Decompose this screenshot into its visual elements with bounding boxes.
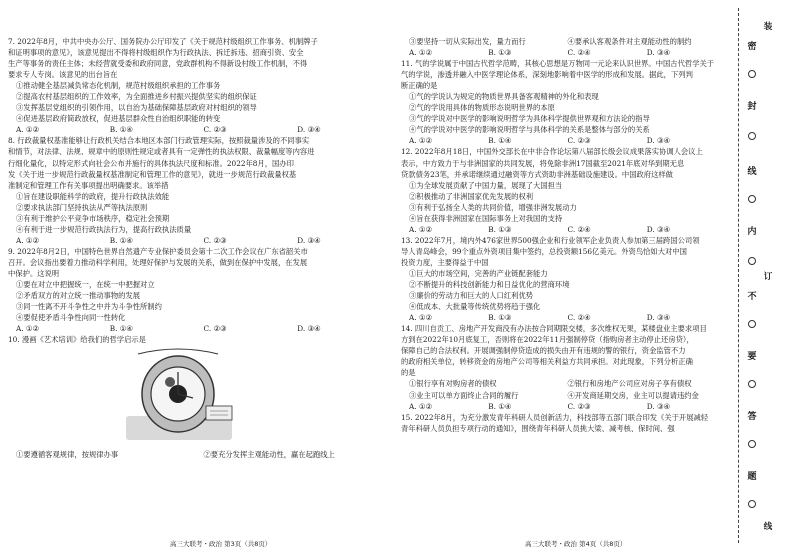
text-line: ②积极推动了非洲国家优先发展的权利	[409, 191, 534, 201]
text-line: 气的学说，渗透并融入中医学理论体系，深刻地影响着中医学的形成和发展。据此，下列判	[401, 70, 693, 80]
text-line: ②气的学说用具体的物质形态说明世界的本原	[409, 103, 555, 113]
option-text: D. ③④	[646, 48, 671, 58]
option-text: B. ①④	[109, 235, 133, 245]
page-footer-left: 高三大联考・政治 第3页（共8页）	[170, 540, 272, 548]
option-text: ①要遵循客观规律，按规律办事	[16, 450, 119, 460]
text-line: ④要促使矛盾斗争性向同一性转化	[16, 313, 126, 323]
binding-label: 线	[763, 522, 773, 532]
text-line: ③同一性离不开斗争性之中并为斗争性所制约	[16, 302, 162, 312]
text-line: 8. 行政裁量权基准能够让行政机关结合本地区本部门行政管理实际，按照裁量涉及的不同事实	[8, 136, 310, 146]
answer-options	[8, 323, 391, 334]
text-line: ②不断提升的科技创新能力和日益优化的营商环境	[409, 280, 570, 290]
text-line: 发《关于进一步规范行政裁量权基准制定和管理工作的意见》，就进一步规范行政裁量权基	[8, 169, 297, 179]
text-line: ④低成本、大批量等传统优势将趋于强化	[409, 302, 541, 312]
option-text: A. ①②	[16, 125, 39, 135]
text-line: ③有利于维护公平竞争市场秩序，稳定社会预期	[16, 213, 170, 223]
text-line: 和情节，对法律、法规、规章中的原则性规定或者具有一定弹性的执法权限、裁量幅度等内容进	[8, 147, 315, 157]
answer-options	[401, 135, 726, 146]
option-text: A. ①②	[409, 136, 432, 146]
option-text: D. ③④	[646, 313, 671, 323]
text-line: 9. 2022年8月2日，中国特色世界自然遗产专业保护委员会第十二次工作会议在广东省韶关市	[8, 246, 308, 256]
text-line: ①气的学说认为规定的物质世界具备客观精神的外化和表现	[409, 92, 599, 102]
answer-options	[401, 224, 726, 235]
option-text: B. ①③	[488, 224, 512, 234]
text-line: ③有利于弘扬全人类的共同价值，增强非洲发展动力	[409, 202, 577, 212]
cartoon-image	[118, 348, 240, 443]
binding-dashed-line	[738, 8, 739, 543]
text-line: 的是	[401, 368, 416, 378]
page-footer-right: 高三大联考・政治 第4页（共8页）	[525, 540, 627, 548]
text-line: ④促进基层政府简政放权，促进基层群众性自治组织职能的转变	[16, 114, 221, 124]
left-column	[8, 36, 391, 460]
option-text: D. ③④	[297, 235, 321, 245]
text-line: ④气的学说对中医学的影响说明哲学与具体科学的关系是整体与部分的关系	[409, 125, 650, 135]
option-text: A. ①②	[16, 324, 39, 334]
option-text: D. ③④	[297, 125, 321, 135]
option-text: C. ②④	[567, 313, 591, 323]
answer-options	[8, 124, 391, 135]
text-line: ③廉价的劳动力和巨大的人口红利优势	[409, 291, 534, 301]
text-line: 青年科研人员负担专项行动的通知》，围绕青年科研人员挑大梁、减考核、保时间、强	[401, 423, 675, 433]
text-line: 15. 2022年8月，为充分激发青年科研人员创新活力，科技部等五部门联合印发《关于开展减轻	[401, 412, 709, 422]
statement-pair	[401, 378, 726, 389]
text-line: 贷款债务23笔，并承诺继续通过融资等方式资助非洲基础设施建设。中国政府这样做	[401, 169, 673, 179]
text-line: 13. 2022年7月，境内外476家世界500强企业和行业领军企业负责人参加第三届跨国公司领	[401, 235, 700, 245]
text-line: 和证明事项的意见》，该意见提出不得将村级组织作为行政执法、拆迁拆违、招商引资、安全	[8, 48, 304, 58]
binding-margin-char: 要	[740, 350, 764, 364]
option-text: A. ①②	[16, 235, 39, 245]
binding-hole-circle	[748, 257, 756, 265]
binding-margin-char: 内	[740, 225, 764, 239]
option-text: D. ③④	[646, 401, 671, 411]
text-line: ①为全球发展贡献了中国力量，展现了大国担当	[409, 180, 563, 190]
text-line: 保障自己的合法权利。开展调强制停贷造成的损失由开有违规的警的银行，资金监管不力	[401, 346, 686, 356]
text-line: 生产等事务的责任主体；未经营就受委和政府同意，党政群机构不得新设村级工作机制，不得	[8, 59, 308, 69]
text-line: 12. 2022年8月18日，中国外交部长在中非合作论坛第八届部长级会议成果落实协调人会议上	[401, 147, 703, 157]
text-line: 断正确的是	[401, 81, 438, 91]
option-text: ②要充分发挥主观能动性，赢在起跑线上	[203, 450, 335, 460]
text-line: ①推动健全基层减负常态化机制，规范村级组织承担的工作事务	[16, 81, 221, 91]
binding-margin-char: 密	[740, 40, 764, 54]
binding-hole-circle	[748, 380, 756, 388]
right-column	[401, 36, 726, 434]
text-line: 10. 漫画《艺术培训》给我们的哲学启示是	[8, 335, 146, 345]
option-text: D. ③④	[646, 224, 671, 234]
option-text: C. ②③	[203, 235, 227, 245]
option-text: ④要承认客观条件对主观能动性的制约	[567, 37, 692, 46]
answer-options	[401, 47, 726, 58]
text-line: 准制定和管理工作有关事项提出明确要求。该举措	[8, 180, 169, 190]
binding-margin-char: 题	[740, 470, 764, 484]
text-line: ④旨在获得非洲国家在国际事务上对我国的支持	[409, 213, 563, 223]
option-text: A. ①②	[409, 224, 432, 234]
text-line: 14. 四川自贡工、房地产开发商没有办法按合同期限交楼，多次维权无果，某楼盘业主要求项目	[401, 324, 707, 334]
binding-hole-circle	[748, 440, 756, 448]
option-text: ②银行和房地产公司应对房子享有债权	[567, 379, 692, 389]
option-text: D. ③④	[297, 324, 321, 334]
option-text: B. ①④	[109, 324, 133, 334]
statement-pair	[8, 449, 391, 460]
option-text: D. ③④	[646, 136, 671, 146]
text-line: ③气的学说对中医学的影响说明哲学为具体科学提供世界观和方法论的指导	[409, 114, 650, 124]
text-line: 11. 气的学说属于中国古代哲学范畴，其核心思想是万物同一元论来认识世界。中国古代哲学关于	[401, 59, 715, 69]
answer-options	[8, 235, 391, 246]
answer-options	[401, 401, 726, 412]
binding-hole-circle	[748, 132, 756, 140]
binding-hole-circle	[748, 195, 756, 203]
text-line: 中保护。这说明	[8, 268, 60, 278]
option-text: B. ①③	[488, 48, 512, 58]
answer-options	[401, 312, 726, 323]
option-text: A. ①②	[409, 401, 432, 411]
text-line: ④有利于进一步规范行政执法行为，提高行政执法质量	[16, 224, 192, 234]
binding-hole-circle	[748, 320, 756, 328]
option-text: C. ②③	[203, 125, 227, 135]
text-line: 的政府相关单位，转移资金的房地产公司等相关利益方共同承担。对此现象，下列分析正确	[401, 357, 693, 367]
option-text: C. ②③	[203, 324, 227, 334]
option-text: B. ①④	[488, 401, 512, 411]
binding-margin-char: 线	[740, 165, 764, 179]
text-line: ①要在对立中把握统一，在统一中把握对立	[16, 280, 155, 290]
text-line: 7. 2022年8月，中共中央办公厅、国务院办公厅印发了《关于规范村级组织工作事务、机制牌子	[8, 37, 318, 46]
binding-margin-char: 答	[740, 410, 764, 424]
option-text: C. ②③	[567, 136, 591, 146]
option-text: C. ②④	[567, 224, 591, 234]
text-line: ②矛盾双方的对立统一推动事物的发展	[16, 291, 141, 301]
text-line: ②提高农村基层组织的工作效率，为全面推进乡村振兴提供坚实的组织保证	[16, 92, 257, 102]
binding-margin-char: 封	[740, 100, 764, 114]
text-line: ①巨大的市场空间，完善的产业链配套能力	[409, 268, 548, 278]
option-text: ③业主可以单方面终止合同的履行	[409, 390, 519, 400]
binding-label: 装	[763, 22, 773, 32]
option-text: C. ②④	[567, 48, 591, 58]
text-line: 方到在2022年10月底复工，否则将在2022年11月强制停贷（指购房者主动停止还房贷），	[401, 335, 694, 345]
option-text: B. ①③	[488, 313, 512, 323]
option-text: ③要坚持一切从实际出发，量力而行	[409, 37, 526, 46]
text-line: ②要求执法部门坚持执法从严等执法原则	[16, 202, 148, 212]
option-text: B. ①④	[109, 125, 133, 135]
statement-pair	[401, 390, 726, 401]
text-line: 行细化量化，以特定形式向社会公布并施行的具体执法尺度和标准。2022年8月，国办印	[8, 158, 294, 168]
text-line: 要求专人专岗。该意见的出台旨在	[8, 70, 118, 80]
text-line: 表示，中方致力于与非洲国家的共同发展，将免除非洲17国截至2021年底对华到期无息	[401, 158, 685, 168]
text-line: 投资力度，主要得益于中国	[401, 257, 489, 267]
text-line: 召开。会议指出要着力推动科学利用，处理好保护与发展的关系，做到在保护中发展，在发展	[8, 257, 308, 267]
text-line: ③发挥基层党组织的引领作用，以自治为基础保障基层政府对村组织的领导	[16, 103, 257, 113]
binding-hole-circle	[748, 500, 756, 508]
option-text: ④开发商延期交房，业主可以提请违约金	[567, 390, 699, 400]
binding-margin-char: 不	[740, 290, 764, 304]
option-text: A. ①②	[409, 313, 432, 323]
binding-margin	[738, 0, 794, 551]
text-line: ①旨在建设职能科学的政府，提升行政执法效能	[16, 191, 170, 201]
statement-pair	[401, 36, 726, 47]
option-text: B. ①④	[488, 136, 512, 146]
option-text: A. ①②	[409, 48, 432, 58]
binding-label: 订	[763, 272, 773, 282]
option-text: ①银行享有对购房者的债权	[409, 379, 497, 389]
text-line: 导人青岛峰会，99个重点外资项目集中签约，总投资额156亿美元。外资鸟恰如大对中国	[401, 246, 687, 256]
option-text: C. ②③	[567, 401, 591, 411]
binding-hole-circle	[748, 70, 756, 78]
